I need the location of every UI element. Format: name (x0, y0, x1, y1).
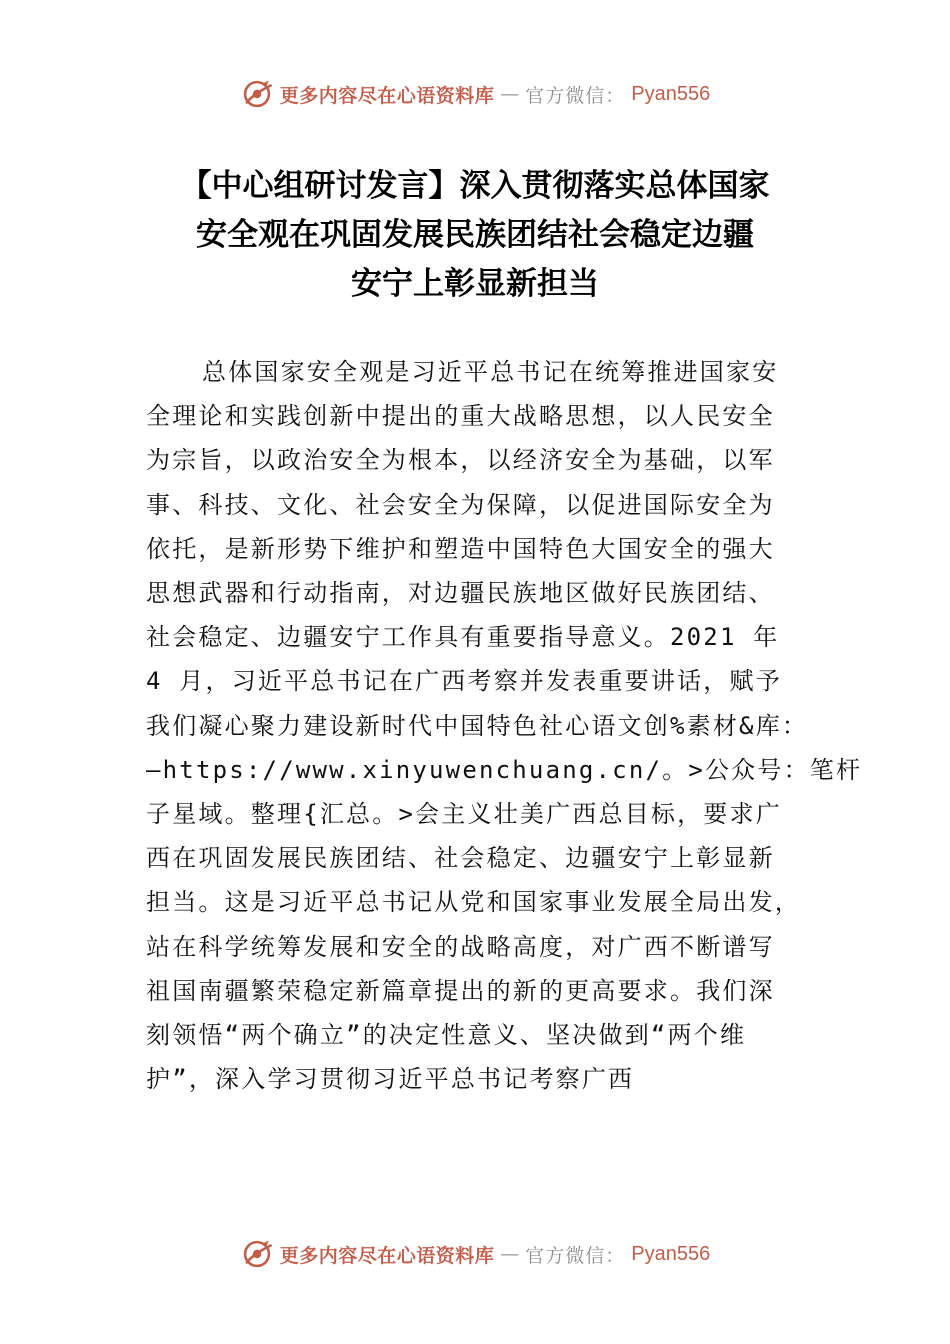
title-line: 安全观在巩固发展民族团结社会稳定边疆 (196, 217, 754, 253)
body-line: 担当。这是习近平总书记从党和国家事业发展全局出发， (146, 888, 801, 917)
banner-brand-text: 更多内容尽在心语资料库 (279, 1244, 495, 1267)
body-line: 刻领悟“两个确立”的决定性意义、坚决做到“两个维 (146, 1021, 747, 1050)
title-line: 安宁上彰显新担当 (351, 266, 599, 302)
body-line: 祖国南疆繁荣稳定新篇章提出的新的更高要求。我们深 (146, 976, 775, 1005)
body-line: 我们凝心聚力建设新时代中国特色社心语文创%素材&库： (146, 711, 809, 740)
banner-wechat-id: Pyan556 (631, 82, 711, 105)
document-title (120, 162, 830, 309)
body-line: 护”，深入学习贯彻习近平总书记考察广西 (146, 1065, 635, 1094)
logo-icon (240, 1237, 274, 1271)
body-line: 社会稳定、边疆安宁工作具有重要指导意义。2021 年 (146, 623, 780, 652)
body-line: —https://www.xinyuwenchuang.cn/。>公众号：笔杆 (146, 755, 863, 784)
banner-separator: — (500, 83, 520, 105)
body-line: 总体国家安全观是习近平总书记在统筹推进国家安 (202, 358, 779, 386)
body-line: 事、科技、文化、社会安全为保障，以促进国际安全为 (146, 490, 775, 519)
banner-contact-label: 官方微信： (525, 1244, 626, 1267)
banner-separator: — (500, 1243, 520, 1265)
banner-brand-text: 更多内容尽在心语资料库 (279, 84, 495, 107)
body-line: 子星域。整理{汇总。>会主义壮美广西总目标，要求广 (146, 800, 782, 829)
body-line: 思想武器和行动指南，对边疆民族地区做好民族团结、 (146, 579, 775, 608)
banner-contact-label: 官方微信： (525, 84, 626, 107)
footer-banner (0, 1234, 950, 1274)
body-line: 站在科学统筹发展和安全的战略高度，对广西不断谱写 (146, 932, 775, 961)
body-paragraph (146, 350, 863, 1101)
body-line: 为宗旨，以政治安全为根本，以经济安全为基础，以军 (146, 446, 775, 475)
logo-icon (240, 77, 274, 111)
body-line: 全理论和实践创新中提出的重大战略思想，以人民安全 (146, 402, 775, 431)
body-line: 西在巩固发展民族团结、社会稳定、边疆安宁上彰显新 (146, 844, 775, 873)
banner-wechat-id: Pyan556 (631, 1242, 711, 1265)
header-banner (0, 74, 950, 114)
body-line: 4 月，习近平总书记在广西考察并发表重要讲话，赋予 (146, 667, 782, 696)
body-line: 依托，是新形势下维护和塑造中国特色大国安全的强大 (146, 534, 775, 563)
title-line: 【中心组研讨发言】深入贯彻落实总体国家 (180, 168, 770, 204)
